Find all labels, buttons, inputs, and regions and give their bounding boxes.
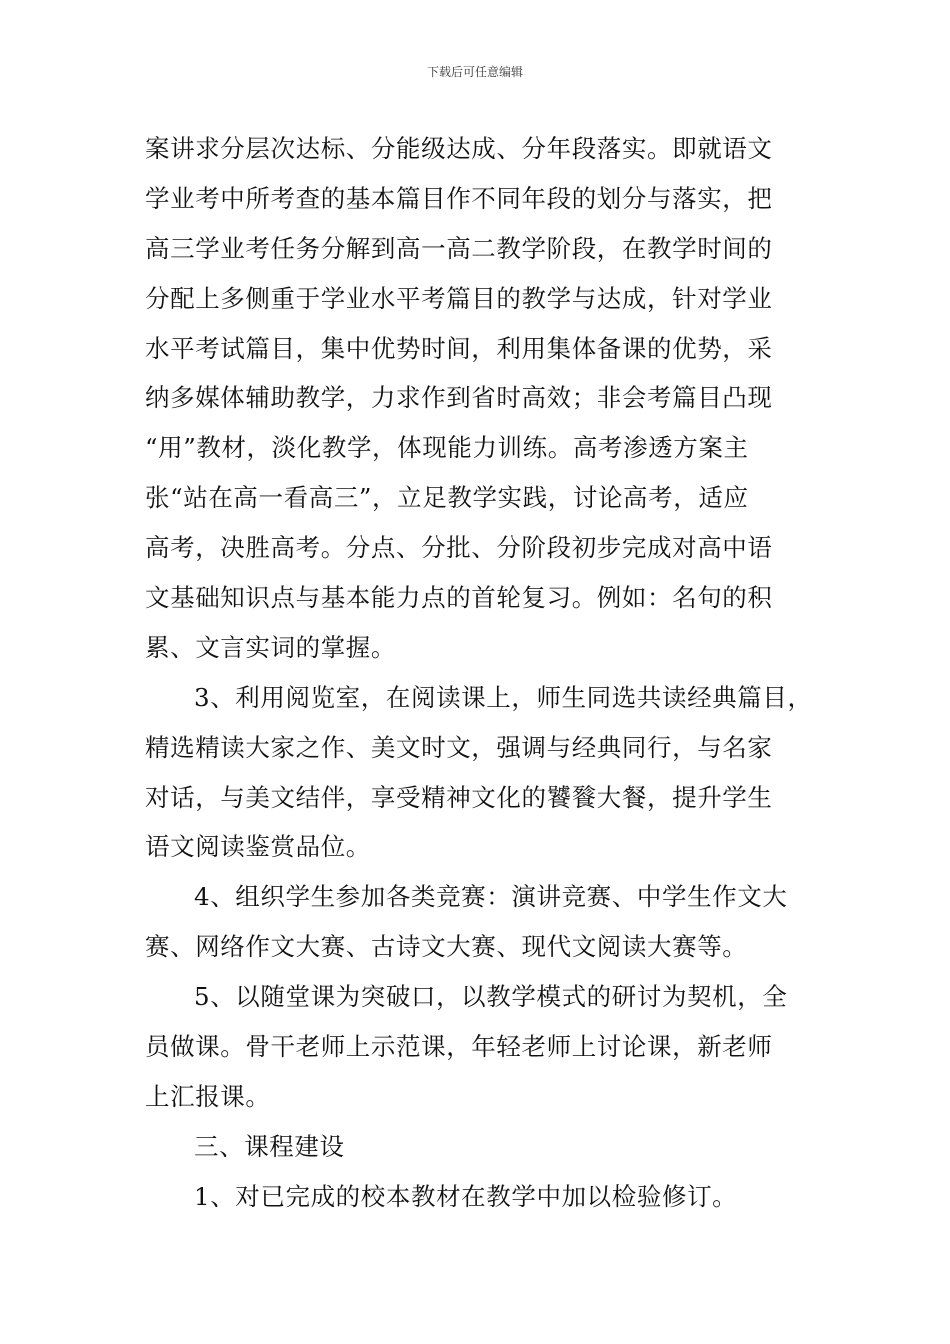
text-line: 高三学业考任务分解到高一高二教学阶段，在教学时间的 [145, 233, 773, 263]
text-line: 累、文言实词的掌握。 [145, 632, 396, 662]
paragraph-item-1: 1、对已完成的校本教材在教学中加以检验修订。 [194, 1181, 738, 1211]
text-line: 学业考中所考查的基本篇目作不同年段的划分与落实，把 [145, 183, 773, 213]
paragraph-item-3: 3、利用阅览室，在阅读课上，师生同选共读经典篇目， [194, 682, 813, 712]
text-line: 精选精读大家之作、美文时文，强调与经典同行，与名家 [145, 732, 773, 762]
text-line: 文基础知识点与基本能力点的首轮复习。例如：名句的积 [145, 583, 773, 613]
text-line: “用”教材，淡化教学，体现能力训练。高考渗透方案主 [145, 433, 749, 463]
text-line: 对话，与美文结伴，享受精神文化的饕餮大餐，提升学生 [145, 782, 773, 812]
text-line: 语文阅读鉴赏品位。 [145, 832, 371, 862]
text-line: 水平考试篇目，集中优势时间，利用集体备课的优势，采 [145, 333, 773, 363]
document-body [145, 124, 825, 1222]
text-line: 分配上多侧重于学业水平考篇目的教学与达成，针对学业 [145, 283, 773, 313]
text-line: 案讲求分层次达标、分能级达成、分年段落实。即就语文 [145, 134, 773, 163]
text-line: 高考，决胜高考。分点、分批、分阶段初步完成对高中语 [145, 533, 773, 563]
text-line: 赛、网络作文大赛、古诗文大赛、现代文阅读大赛等。 [145, 932, 748, 962]
text-line: 上汇报课。 [145, 1081, 271, 1111]
text-line: 员做课。骨干老师上示范课，年轻老师上讨论课，新老师 [145, 1032, 773, 1062]
text-line: 纳多媒体辅助教学，力求作到省时高效；非会考篇目凸现 [145, 383, 773, 413]
section-heading-course-construction: 三、课程建设 [194, 1131, 345, 1161]
page-header-note: 下载后可任意编辑 [426, 65, 523, 79]
paragraph-item-4: 4、组织学生参加各类竞赛：演讲竞赛、中学生作文大 [194, 882, 788, 912]
text-line: 张“站在高一看高三”，立足教学实践，讨论高考，适应 [145, 483, 749, 513]
paragraph-item-5: 5、以随堂课为突破口，以教学模式的研讨为契机，全 [194, 982, 788, 1012]
